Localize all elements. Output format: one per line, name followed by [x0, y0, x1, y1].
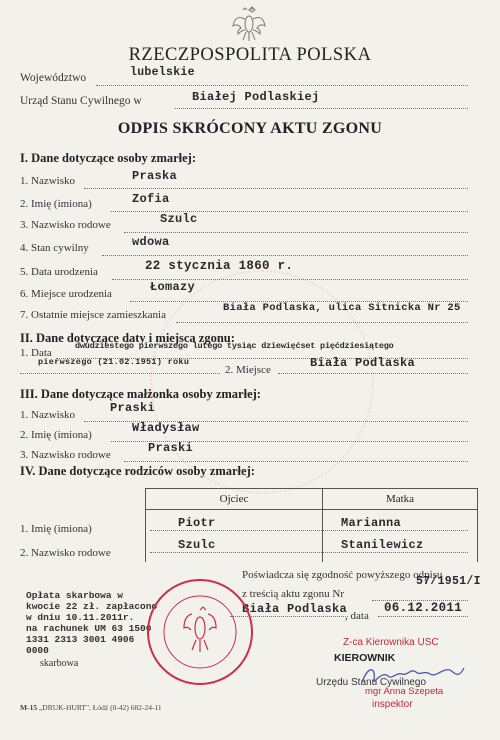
country-title: RZECZPOSPOLITA POLSKA — [128, 45, 372, 65]
fee-line-5: 1331 2313 3001 4906 — [26, 634, 135, 645]
s4-father-maiden: Szulc — [178, 538, 216, 552]
voivodeship-label: Województwo — [20, 72, 87, 84]
form-footer — [20, 703, 162, 712]
form-code: M-15 — [20, 703, 38, 712]
act-number: 57/1951/I — [416, 575, 481, 588]
s3-maiden-value: Praski — [148, 441, 194, 455]
section4-title: IV. Dane dotyczące rodziców osoby zmarłej: — [20, 464, 255, 478]
fee-line-1: Opłata skarbowa w — [26, 590, 123, 601]
s4-mother-maiden: Stanilewicz — [341, 538, 424, 552]
s4-firstname-label: 1. Imię (imiona) — [20, 523, 92, 535]
s1-maiden-value: Szulc — [160, 212, 198, 226]
office-label: Urząd Stanu Cywilnego w — [20, 95, 142, 107]
s1-maiden-label: 3. Nazwisko rodowe — [20, 219, 111, 231]
s4-father-firstname: Piotr — [178, 516, 216, 530]
cert-text1: Poświadcza się zgodność powyższego odpisu — [242, 569, 443, 581]
fee-line-2: kwocie 22 zł. zapłacono — [26, 601, 158, 612]
s2-date-line1: dwudziestego pierwszego lutego tysiąc dziewięćset pięćdziesiątego — [75, 341, 394, 351]
fee-line-3: w dniu 10.11.2011r. — [26, 612, 135, 623]
col-mother-header: Matka — [323, 489, 478, 510]
voivodeship-value: lubelskie — [130, 66, 195, 79]
fee-line-4: na rachunek UM 63 1500 — [26, 623, 152, 634]
fee-line-6: 0000 — [26, 645, 49, 656]
s2-place-label: 2. Miejsce — [225, 364, 271, 376]
s3-surname-value: Praski — [110, 401, 156, 415]
section1-title: I. Dane dotyczące osoby zmarłej: — [20, 151, 196, 165]
s3-surname-label: 1. Nazwisko — [20, 409, 75, 421]
official-round-stamp — [144, 576, 256, 688]
s2-place-value: Biała Podlaska — [310, 356, 416, 370]
s1-status-label: 4. Stan cywilny — [20, 242, 89, 254]
cert-date-label-text: data — [350, 610, 369, 622]
role-stamp: inspektor — [372, 699, 413, 710]
head-label: KIEROWNIK — [334, 652, 396, 664]
s2-date-line2: pierwszego (21.02.1951) roku — [38, 357, 190, 367]
s1-status-value: wdowa — [132, 235, 170, 249]
fee-stamp — [26, 590, 157, 656]
cert-date: 06.12.2011 — [384, 601, 463, 615]
cert-date-label: , data — [345, 610, 369, 622]
s1-surname-label: 1. Nazwisko — [20, 175, 75, 187]
fee-label: skarbowa — [40, 658, 79, 669]
s1-surname-value: Praska — [132, 169, 178, 183]
signature-icon — [358, 660, 468, 690]
name-stamp: mgr Anna Szepeta — [365, 686, 444, 697]
s3-firstname-label: 2. Imię (imiona) — [20, 429, 92, 441]
s3-firstname-value: Władysław — [132, 421, 200, 435]
s3-maiden-label: 3. Nazwisko rodowe — [20, 449, 111, 461]
s1-firstname-value: Zofia — [132, 192, 170, 206]
printer-info: „DRUK-HURT", Łódź (0-42) 682-24-11 — [38, 703, 162, 712]
s4-mother-firstname: Marianna — [341, 516, 402, 530]
deputy-stamp: Z-ca Kierownika USC — [343, 637, 439, 648]
s2-date-label: 1. Data — [20, 347, 52, 359]
s1-birthdate-value: 22 stycznia 1860 r. — [145, 259, 294, 273]
s1-birthdate-label: 5. Data urodzenia — [20, 266, 98, 278]
document-title: ODPIS SKRÓCONY AKTU ZGONU — [117, 120, 383, 137]
s1-residence-value: Biała Podlaska, ulica Sitnicka Nr 25 — [223, 302, 461, 314]
s4-maiden-label: 2. Nazwisko rodowe — [20, 547, 111, 559]
s1-birthplace-value: Łomazy — [150, 280, 196, 294]
section2-title: II. Dane dotyczące daty i miejsca zgonu: — [20, 331, 235, 345]
office-label-bottom: Urzędu Stanu Cywilnego — [316, 677, 427, 688]
section3-title: III. Dane dotyczące małżonka osoby zmarłej: — [20, 387, 261, 401]
s1-firstname-label: 2. Imię (imiona) — [20, 198, 92, 210]
s1-residence-label: 7. Ostatnie miejsce zamieszkania — [20, 309, 166, 321]
col-father-header: Ojciec — [146, 489, 323, 510]
s1-birthplace-label: 6. Miejsce urodzenia — [20, 288, 112, 300]
cert-text2: z treścią aktu zgonu Nr — [242, 588, 345, 600]
office-value: Białej Podlaskiej — [192, 90, 320, 104]
eagle-emblem-icon — [229, 4, 269, 44]
cert-place: Biała Podlaska — [242, 602, 348, 616]
